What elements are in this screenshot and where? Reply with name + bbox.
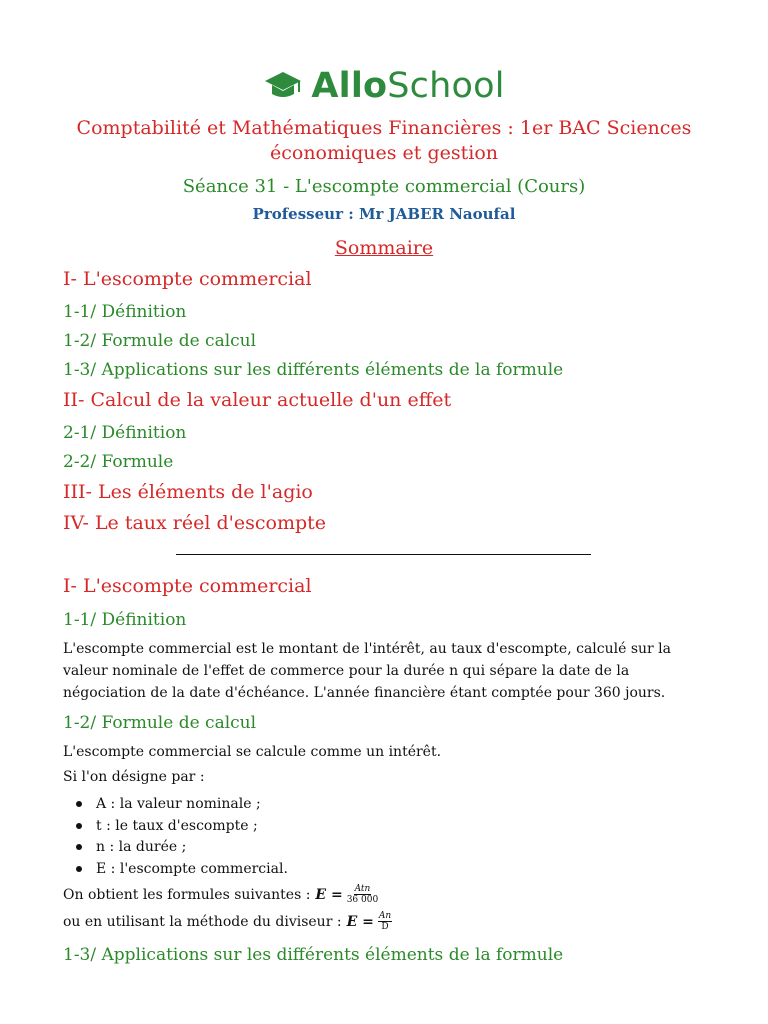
variables-list xyxy=(72,794,288,880)
formula-equation xyxy=(315,884,378,905)
bullet-icon xyxy=(76,801,82,807)
fraction-numerator: Atn xyxy=(354,884,371,894)
toc-item[interactable]: II- Calcul de la valeur actuelle d'un effet xyxy=(63,389,452,411)
formula-equation xyxy=(347,911,393,932)
fraction-numerator: An xyxy=(378,911,392,921)
bullet-icon xyxy=(76,844,82,850)
list-item xyxy=(72,837,288,859)
bullet-icon xyxy=(76,866,82,872)
list-item-text: E : l'escompte commercial. xyxy=(96,860,288,877)
toc-item[interactable]: IV- Le taux réel d'escompte xyxy=(63,512,327,534)
professor-name: Professeur : Mr JABER Naoufal xyxy=(252,205,516,223)
subject-line-1: Comptabilité et Mathématiques Financières : 1er BAC Sciences xyxy=(76,117,692,139)
bullet-icon xyxy=(76,823,82,829)
fraction-denominator: 36 000 xyxy=(346,895,379,905)
formula-label: On obtient les formules suivantes : xyxy=(63,886,311,903)
section-heading: I- L'escompte commercial xyxy=(63,575,312,597)
summary-title: Sommaire xyxy=(334,237,434,259)
alloschool-logo[interactable] xyxy=(0,66,768,106)
brand-name xyxy=(311,66,504,106)
subsection-heading: 1-2/ Formule de calcul xyxy=(63,713,257,733)
seance-title: Séance 31 - L'escompte commercial (Cours) xyxy=(182,176,586,197)
subject-title xyxy=(0,116,768,166)
subsection-heading: 1-1/ Définition xyxy=(63,610,187,630)
formula-lhs: E = xyxy=(346,913,374,930)
list-item-text: n : la durée ; xyxy=(96,839,187,855)
toc-item[interactable]: 1-1/ Définition xyxy=(63,302,187,322)
fraction xyxy=(347,884,379,905)
graduation-cap-icon xyxy=(263,66,303,106)
formula-lhs: E = xyxy=(315,886,343,903)
subsection-heading: 1-3/ Applications sur les différents éléments de la formule xyxy=(63,945,564,965)
formula-line-1 xyxy=(63,884,378,905)
paragraph: Si l'on désigne par : xyxy=(63,769,205,785)
toc-item[interactable]: III- Les éléments de l'agio xyxy=(63,481,313,503)
list-item-text: A : la valeur nominale ; xyxy=(96,796,261,812)
definition-paragraph: L'escompte commercial est le montant de l'intérêt, au taux d'escompte, calculé sur la valeur nominale de l'effet de commerce pour la durée n qui sépare la date de la négociation de la date d'échéance. L'année financière étant comptée pour 360 jours. xyxy=(63,641,672,701)
list-item-text: t : le taux d'escompte ; xyxy=(96,817,258,834)
toc-item[interactable]: 1-3/ Applications sur les différents éléments de la formule xyxy=(63,360,564,380)
toc-item[interactable]: I- L'escompte commercial xyxy=(63,268,312,290)
brand-part1: Allo xyxy=(311,66,388,106)
formula-label: ou en utilisant la méthode du diviseur : xyxy=(63,913,342,930)
toc-item[interactable]: 2-1/ Définition xyxy=(63,423,187,443)
fraction xyxy=(378,911,392,932)
toc-item[interactable]: 2-2/ Formule xyxy=(63,452,174,472)
list-item xyxy=(72,859,288,881)
section-divider xyxy=(176,554,591,555)
paragraph: L'escompte commercial se calcule comme un intérêt. xyxy=(63,744,442,760)
toc-item[interactable]: 1-2/ Formule de calcul xyxy=(63,331,257,351)
list-item xyxy=(72,816,288,838)
brand-part2: School xyxy=(387,66,505,106)
subject-line-2: économiques et gestion xyxy=(270,142,498,164)
formula-line-2 xyxy=(63,911,392,932)
fraction-denominator: D xyxy=(381,922,389,932)
list-item xyxy=(72,794,288,816)
